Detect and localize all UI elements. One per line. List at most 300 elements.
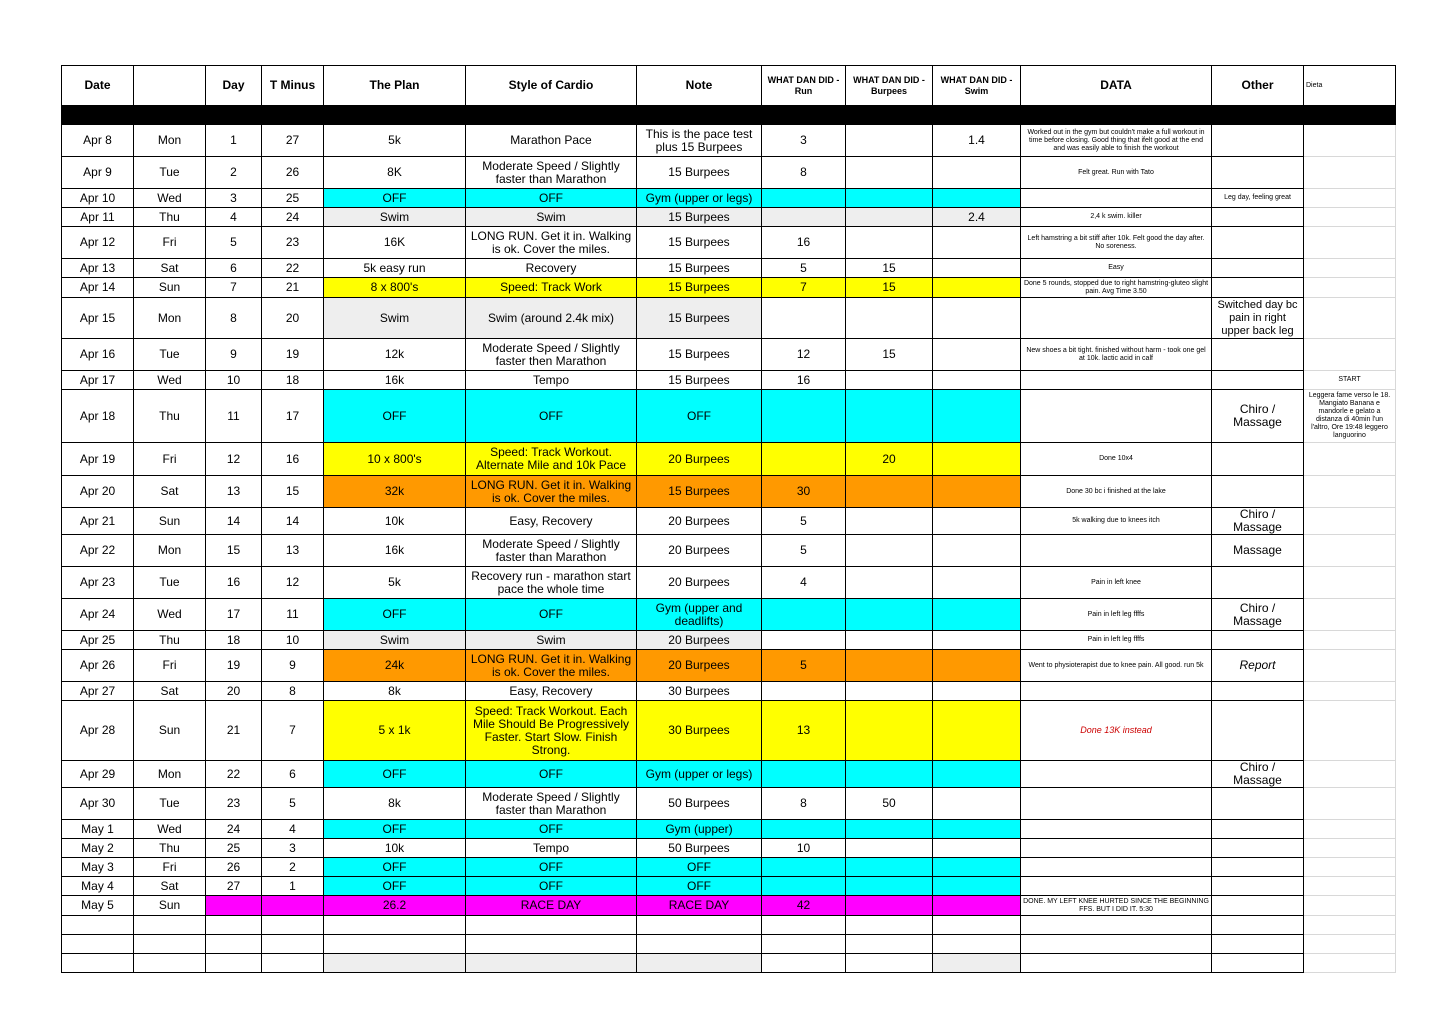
- cell-style[interactable]: OFF: [466, 599, 637, 631]
- cell-other[interactable]: Switched day bc pain in right upper back leg: [1212, 298, 1304, 339]
- cell-style[interactable]: LONG RUN. Get it in. Walking is ok. Cover the miles.: [466, 476, 637, 508]
- cell-swim[interactable]: [933, 339, 1021, 371]
- empty-cell[interactable]: [466, 916, 637, 935]
- cell-note[interactable]: 20 Burpees: [637, 567, 762, 599]
- cell-data[interactable]: Easy: [1021, 259, 1212, 278]
- cell-day[interactable]: 17: [206, 599, 262, 631]
- cell-run[interactable]: 5: [762, 508, 846, 535]
- cell-burpees[interactable]: [846, 298, 933, 339]
- cell-other[interactable]: [1212, 339, 1304, 371]
- header-note[interactable]: Note: [637, 66, 762, 106]
- cell-data[interactable]: 2,4 k swim. killer: [1021, 208, 1212, 227]
- cell-day[interactable]: 26: [206, 858, 262, 877]
- cell-burpees[interactable]: [846, 858, 933, 877]
- cell-swim[interactable]: [933, 443, 1021, 476]
- empty-cell[interactable]: [206, 916, 262, 935]
- cell-style[interactable]: Tempo: [466, 839, 637, 858]
- cell-note[interactable]: 20 Burpees: [637, 650, 762, 682]
- cell-day[interactable]: 1: [206, 125, 262, 157]
- cell-tminus[interactable]: 18: [262, 371, 324, 390]
- cell-data[interactable]: [1021, 839, 1212, 858]
- cell-style[interactable]: OFF: [466, 189, 637, 208]
- cell-date[interactable]: Apr 27: [62, 682, 134, 701]
- cell-style[interactable]: Recovery run - marathon start pace the whole time: [466, 567, 637, 599]
- cell-plan[interactable]: 5 x 1k: [324, 701, 466, 761]
- cell-extra[interactable]: Leggera fame verso le 18. Mangiato Banana e mandorle e gelato a distanza di 40min l'un l'altro, Ore 19:48 leggero languorino: [1304, 390, 1396, 443]
- cell-day[interactable]: 18: [206, 631, 262, 650]
- cell-tminus[interactable]: 24: [262, 208, 324, 227]
- cell-dow[interactable]: Tue: [134, 567, 206, 599]
- empty-cell[interactable]: [762, 935, 846, 954]
- cell-extra[interactable]: [1304, 259, 1396, 278]
- cell-style[interactable]: LONG RUN. Get it in. Walking is ok. Cover the miles.: [466, 227, 637, 259]
- cell-style[interactable]: Speed: Track Work: [466, 278, 637, 298]
- header-date[interactable]: Date: [62, 66, 134, 106]
- cell-dow[interactable]: Mon: [134, 298, 206, 339]
- cell-run[interactable]: 5: [762, 259, 846, 278]
- cell-other[interactable]: [1212, 443, 1304, 476]
- cell-tminus[interactable]: 8: [262, 682, 324, 701]
- cell-date[interactable]: Apr 29: [62, 761, 134, 788]
- cell-dow[interactable]: Thu: [134, 839, 206, 858]
- cell-note[interactable]: 15 Burpees: [637, 476, 762, 508]
- cell-dow[interactable]: Wed: [134, 599, 206, 631]
- cell-dow[interactable]: Sun: [134, 278, 206, 298]
- cell-swim[interactable]: [933, 390, 1021, 443]
- cell-burpees[interactable]: [846, 371, 933, 390]
- cell-extra[interactable]: START: [1304, 371, 1396, 390]
- cell-day[interactable]: 9: [206, 339, 262, 371]
- cell-dow[interactable]: Sat: [134, 682, 206, 701]
- cell-run[interactable]: 13: [762, 701, 846, 761]
- cell-style[interactable]: OFF: [466, 761, 637, 788]
- cell-plan[interactable]: OFF: [324, 761, 466, 788]
- cell-data[interactable]: [1021, 390, 1212, 443]
- cell-extra[interactable]: [1304, 476, 1396, 508]
- cell-swim[interactable]: [933, 650, 1021, 682]
- cell-swim[interactable]: [933, 682, 1021, 701]
- cell-extra[interactable]: [1304, 208, 1396, 227]
- cell-extra[interactable]: [1304, 157, 1396, 189]
- cell-note[interactable]: 15 Burpees: [637, 227, 762, 259]
- cell-burpees[interactable]: [846, 208, 933, 227]
- cell-burpees[interactable]: [846, 820, 933, 839]
- cell-burpees[interactable]: [846, 567, 933, 599]
- header-tminus[interactable]: T Minus: [262, 66, 324, 106]
- cell-dow[interactable]: Sat: [134, 877, 206, 896]
- empty-cell[interactable]: [637, 916, 762, 935]
- cell-swim[interactable]: [933, 567, 1021, 599]
- cell-run[interactable]: [762, 877, 846, 896]
- cell-note[interactable]: Gym (upper): [637, 820, 762, 839]
- cell-data[interactable]: 5k walking due to knees itch: [1021, 508, 1212, 535]
- cell-data[interactable]: Done 10x4: [1021, 443, 1212, 476]
- cell-date[interactable]: Apr 23: [62, 567, 134, 599]
- cell-data[interactable]: [1021, 682, 1212, 701]
- cell-burpees[interactable]: [846, 839, 933, 858]
- cell-burpees[interactable]: 20: [846, 443, 933, 476]
- cell-extra[interactable]: [1304, 535, 1396, 567]
- cell-note[interactable]: 15 Burpees: [637, 259, 762, 278]
- cell-plan[interactable]: 26.2: [324, 896, 466, 916]
- cell-burpees[interactable]: [846, 682, 933, 701]
- cell-other[interactable]: Report: [1212, 650, 1304, 682]
- cell-day[interactable]: 4: [206, 208, 262, 227]
- cell-note[interactable]: 15 Burpees: [637, 298, 762, 339]
- cell-note[interactable]: 15 Burpees: [637, 339, 762, 371]
- cell-swim[interactable]: [933, 508, 1021, 535]
- cell-swim[interactable]: [933, 599, 1021, 631]
- cell-extra[interactable]: [1304, 701, 1396, 761]
- cell-burpees[interactable]: 15: [846, 339, 933, 371]
- cell-tminus[interactable]: 20: [262, 298, 324, 339]
- cell-note[interactable]: 20 Burpees: [637, 443, 762, 476]
- cell-dow[interactable]: Tue: [134, 339, 206, 371]
- cell-dow[interactable]: Wed: [134, 371, 206, 390]
- cell-plan[interactable]: Swim: [324, 298, 466, 339]
- cell-day[interactable]: 2: [206, 157, 262, 189]
- cell-day[interactable]: 8: [206, 298, 262, 339]
- cell-run[interactable]: [762, 761, 846, 788]
- cell-swim[interactable]: [933, 476, 1021, 508]
- cell-burpees[interactable]: [846, 508, 933, 535]
- empty-cell[interactable]: [1021, 954, 1212, 973]
- header-run[interactable]: WHAT DAN DID - Run: [762, 66, 846, 106]
- cell-tminus[interactable]: 5: [262, 788, 324, 820]
- cell-extra[interactable]: [1304, 567, 1396, 599]
- empty-cell[interactable]: [846, 916, 933, 935]
- empty-cell[interactable]: [846, 935, 933, 954]
- cell-swim[interactable]: [933, 701, 1021, 761]
- cell-plan[interactable]: 10 x 800's: [324, 443, 466, 476]
- cell-burpees[interactable]: [846, 189, 933, 208]
- cell-day[interactable]: 19: [206, 650, 262, 682]
- cell-style[interactable]: Speed: Track Workout. Each Mile Should Be Progressively Faster. Start Slow. Finish Strong.: [466, 701, 637, 761]
- cell-tminus[interactable]: 2: [262, 858, 324, 877]
- cell-dow[interactable]: Wed: [134, 820, 206, 839]
- cell-day[interactable]: 16: [206, 567, 262, 599]
- cell-plan[interactable]: 8k: [324, 788, 466, 820]
- cell-plan[interactable]: Swim: [324, 631, 466, 650]
- empty-cell[interactable]: [637, 954, 762, 973]
- cell-burpees[interactable]: 15: [846, 278, 933, 298]
- cell-style[interactable]: OFF: [466, 820, 637, 839]
- cell-day[interactable]: 23: [206, 788, 262, 820]
- cell-burpees[interactable]: [846, 650, 933, 682]
- cell-other[interactable]: [1212, 858, 1304, 877]
- cell-extra[interactable]: [1304, 877, 1396, 896]
- cell-plan[interactable]: 8 x 800's: [324, 278, 466, 298]
- cell-date[interactable]: Apr 21: [62, 508, 134, 535]
- cell-burpees[interactable]: [846, 227, 933, 259]
- cell-date[interactable]: Apr 8: [62, 125, 134, 157]
- cell-dow[interactable]: Thu: [134, 208, 206, 227]
- cell-note[interactable]: Gym (upper or legs): [637, 761, 762, 788]
- cell-data[interactable]: Done 5 rounds, stopped due to right hamstring-gluteo slight pain. Avg Time 3.50: [1021, 278, 1212, 298]
- cell-date[interactable]: Apr 24: [62, 599, 134, 631]
- header-style[interactable]: Style of Cardio: [466, 66, 637, 106]
- header-plan[interactable]: The Plan: [324, 66, 466, 106]
- cell-other[interactable]: Chiro / Massage: [1212, 761, 1304, 788]
- cell-burpees[interactable]: [846, 877, 933, 896]
- cell-data[interactable]: [1021, 371, 1212, 390]
- cell-swim[interactable]: 1.4: [933, 125, 1021, 157]
- header-blank[interactable]: [134, 66, 206, 106]
- cell-day[interactable]: 13: [206, 476, 262, 508]
- cell-plan[interactable]: 16k: [324, 535, 466, 567]
- cell-date[interactable]: Apr 19: [62, 443, 134, 476]
- cell-data[interactable]: Pain in left knee: [1021, 567, 1212, 599]
- cell-extra[interactable]: [1304, 761, 1396, 788]
- cell-run[interactable]: 5: [762, 650, 846, 682]
- cell-style[interactable]: Marathon Pace: [466, 125, 637, 157]
- cell-run[interactable]: [762, 443, 846, 476]
- cell-style[interactable]: Easy, Recovery: [466, 682, 637, 701]
- cell-date[interactable]: Apr 14: [62, 278, 134, 298]
- header-data[interactable]: DATA: [1021, 66, 1212, 106]
- cell-plan[interactable]: OFF: [324, 390, 466, 443]
- empty-cell[interactable]: [1304, 935, 1396, 954]
- cell-run[interactable]: 12: [762, 339, 846, 371]
- cell-note[interactable]: OFF: [637, 877, 762, 896]
- cell-run[interactable]: [762, 390, 846, 443]
- cell-day[interactable]: 14: [206, 508, 262, 535]
- cell-note[interactable]: 50 Burpees: [637, 839, 762, 858]
- cell-date[interactable]: Apr 22: [62, 535, 134, 567]
- cell-plan[interactable]: 24k: [324, 650, 466, 682]
- cell-swim[interactable]: [933, 535, 1021, 567]
- empty-cell[interactable]: [1212, 935, 1304, 954]
- empty-cell[interactable]: [262, 916, 324, 935]
- cell-extra[interactable]: [1304, 298, 1396, 339]
- cell-note[interactable]: 50 Burpees: [637, 788, 762, 820]
- cell-plan[interactable]: 16k: [324, 371, 466, 390]
- cell-data[interactable]: Worked out in the gym but couldn't make a full workout in time before closing. Good thing that ifelt good at the end and was easily able to finish the workout: [1021, 125, 1212, 157]
- cell-day[interactable]: 20: [206, 682, 262, 701]
- empty-cell[interactable]: [1021, 916, 1212, 935]
- cell-other[interactable]: [1212, 820, 1304, 839]
- cell-data[interactable]: [1021, 820, 1212, 839]
- cell-swim[interactable]: [933, 259, 1021, 278]
- cell-swim[interactable]: [933, 371, 1021, 390]
- cell-plan[interactable]: 5k: [324, 125, 466, 157]
- cell-day[interactable]: 3: [206, 189, 262, 208]
- cell-other[interactable]: [1212, 259, 1304, 278]
- cell-run[interactable]: 8: [762, 788, 846, 820]
- cell-other[interactable]: [1212, 788, 1304, 820]
- cell-plan[interactable]: Swim: [324, 208, 466, 227]
- empty-cell[interactable]: [933, 935, 1021, 954]
- empty-cell[interactable]: [324, 935, 466, 954]
- cell-burpees[interactable]: [846, 599, 933, 631]
- cell-extra[interactable]: [1304, 227, 1396, 259]
- cell-style[interactable]: Swim (around 2.4k mix): [466, 298, 637, 339]
- empty-cell[interactable]: [324, 954, 466, 973]
- cell-other[interactable]: [1212, 682, 1304, 701]
- cell-date[interactable]: Apr 17: [62, 371, 134, 390]
- cell-day[interactable]: 12: [206, 443, 262, 476]
- cell-dow[interactable]: Tue: [134, 788, 206, 820]
- cell-swim[interactable]: [933, 227, 1021, 259]
- cell-tminus[interactable]: 13: [262, 535, 324, 567]
- cell-burpees[interactable]: 15: [846, 259, 933, 278]
- cell-other[interactable]: [1212, 631, 1304, 650]
- cell-date[interactable]: Apr 12: [62, 227, 134, 259]
- cell-data[interactable]: [1021, 761, 1212, 788]
- cell-extra[interactable]: [1304, 820, 1396, 839]
- cell-tminus[interactable]: 6: [262, 761, 324, 788]
- cell-day[interactable]: 11: [206, 390, 262, 443]
- cell-other[interactable]: [1212, 896, 1304, 916]
- cell-run[interactable]: 10: [762, 839, 846, 858]
- cell-tminus[interactable]: 26: [262, 157, 324, 189]
- cell-extra[interactable]: [1304, 631, 1396, 650]
- cell-plan[interactable]: OFF: [324, 820, 466, 839]
- cell-data[interactable]: Left hamstring a bit stiff after 10k. Felt good the day after. No soreness.: [1021, 227, 1212, 259]
- empty-cell[interactable]: [206, 935, 262, 954]
- cell-dow[interactable]: Wed: [134, 189, 206, 208]
- cell-other[interactable]: [1212, 125, 1304, 157]
- header-swim[interactable]: WHAT DAN DID - Swim: [933, 66, 1021, 106]
- cell-plan[interactable]: 16K: [324, 227, 466, 259]
- cell-tminus[interactable]: 16: [262, 443, 324, 476]
- cell-extra[interactable]: [1304, 278, 1396, 298]
- cell-note[interactable]: 15 Burpees: [637, 278, 762, 298]
- cell-run[interactable]: [762, 189, 846, 208]
- cell-day[interactable]: 7: [206, 278, 262, 298]
- cell-date[interactable]: Apr 20: [62, 476, 134, 508]
- cell-day[interactable]: 21: [206, 701, 262, 761]
- cell-extra[interactable]: [1304, 682, 1396, 701]
- cell-run[interactable]: 42: [762, 896, 846, 916]
- cell-tminus[interactable]: 27: [262, 125, 324, 157]
- cell-style[interactable]: Moderate Speed / Slightly faster than Marathon: [466, 788, 637, 820]
- cell-other[interactable]: Massage: [1212, 535, 1304, 567]
- cell-dow[interactable]: Thu: [134, 631, 206, 650]
- cell-tminus[interactable]: 1: [262, 877, 324, 896]
- cell-swim[interactable]: [933, 189, 1021, 208]
- cell-other[interactable]: [1212, 567, 1304, 599]
- cell-dow[interactable]: Fri: [134, 858, 206, 877]
- empty-cell[interactable]: [762, 954, 846, 973]
- cell-style[interactable]: Tempo: [466, 371, 637, 390]
- cell-run[interactable]: 5: [762, 535, 846, 567]
- cell-run[interactable]: [762, 599, 846, 631]
- cell-data[interactable]: Done 13K instead: [1021, 701, 1212, 761]
- cell-style[interactable]: Easy, Recovery: [466, 508, 637, 535]
- cell-other[interactable]: [1212, 278, 1304, 298]
- empty-cell[interactable]: [466, 935, 637, 954]
- cell-tminus[interactable]: 21: [262, 278, 324, 298]
- cell-plan[interactable]: 8K: [324, 157, 466, 189]
- cell-data[interactable]: Pain in left leg ffffs: [1021, 631, 1212, 650]
- cell-style[interactable]: OFF: [466, 858, 637, 877]
- cell-plan[interactable]: 8k: [324, 682, 466, 701]
- cell-tminus[interactable]: 14: [262, 508, 324, 535]
- cell-extra[interactable]: [1304, 508, 1396, 535]
- cell-tminus[interactable]: 23: [262, 227, 324, 259]
- cell-note[interactable]: This is the pace test plus 15 Burpees: [637, 125, 762, 157]
- cell-burpees[interactable]: [846, 157, 933, 189]
- empty-cell[interactable]: [62, 916, 134, 935]
- cell-style[interactable]: Moderate Speed / Slightly faster than Marathon: [466, 157, 637, 189]
- cell-note[interactable]: OFF: [637, 858, 762, 877]
- cell-data[interactable]: [1021, 298, 1212, 339]
- cell-plan[interactable]: 32k: [324, 476, 466, 508]
- cell-plan[interactable]: OFF: [324, 877, 466, 896]
- cell-dow[interactable]: Fri: [134, 227, 206, 259]
- cell-other[interactable]: Leg day, feeling great: [1212, 189, 1304, 208]
- cell-tminus[interactable]: 4: [262, 820, 324, 839]
- cell-note[interactable]: 30 Burpees: [637, 701, 762, 761]
- cell-swim[interactable]: [933, 896, 1021, 916]
- cell-note[interactable]: 15 Burpees: [637, 157, 762, 189]
- cell-data[interactable]: DONE. MY LEFT KNEE HURTED SINCE THE BEGINNING FFS. BUT I DID IT. 5:30: [1021, 896, 1212, 916]
- cell-dow[interactable]: Mon: [134, 761, 206, 788]
- cell-plan[interactable]: OFF: [324, 189, 466, 208]
- header-day[interactable]: Day: [206, 66, 262, 106]
- cell-tminus[interactable]: 25: [262, 189, 324, 208]
- cell-style[interactable]: Speed: Track Workout. Alternate Mile and 10k Pace: [466, 443, 637, 476]
- cell-dow[interactable]: Sat: [134, 259, 206, 278]
- cell-extra[interactable]: [1304, 443, 1396, 476]
- cell-data[interactable]: [1021, 189, 1212, 208]
- cell-swim[interactable]: [933, 788, 1021, 820]
- cell-style[interactable]: Recovery: [466, 259, 637, 278]
- cell-data[interactable]: [1021, 858, 1212, 877]
- cell-style[interactable]: Moderate Speed / Slightly faster then Marathon: [466, 339, 637, 371]
- cell-extra[interactable]: [1304, 650, 1396, 682]
- cell-note[interactable]: RACE DAY: [637, 896, 762, 916]
- cell-swim[interactable]: [933, 278, 1021, 298]
- cell-day[interactable]: 24: [206, 820, 262, 839]
- header-burpees[interactable]: WHAT DAN DID - Burpees: [846, 66, 933, 106]
- empty-cell[interactable]: [1304, 954, 1396, 973]
- cell-run[interactable]: 30: [762, 476, 846, 508]
- cell-dow[interactable]: Sun: [134, 508, 206, 535]
- cell-dow[interactable]: Sat: [134, 476, 206, 508]
- empty-cell[interactable]: [762, 916, 846, 935]
- cell-date[interactable]: Apr 25: [62, 631, 134, 650]
- cell-other[interactable]: Chiro / Massage: [1212, 508, 1304, 535]
- cell-dow[interactable]: Sun: [134, 896, 206, 916]
- cell-swim[interactable]: [933, 877, 1021, 896]
- cell-dow[interactable]: Fri: [134, 650, 206, 682]
- cell-extra[interactable]: [1304, 189, 1396, 208]
- header-dieta[interactable]: Dieta: [1304, 66, 1396, 106]
- cell-extra[interactable]: [1304, 788, 1396, 820]
- header-other[interactable]: Other: [1212, 66, 1304, 106]
- cell-burpees[interactable]: [846, 125, 933, 157]
- cell-date[interactable]: Apr 30: [62, 788, 134, 820]
- empty-cell[interactable]: [637, 935, 762, 954]
- cell-extra[interactable]: [1304, 125, 1396, 157]
- cell-date[interactable]: May 1: [62, 820, 134, 839]
- cell-swim[interactable]: [933, 157, 1021, 189]
- cell-style[interactable]: OFF: [466, 390, 637, 443]
- cell-plan[interactable]: 12k: [324, 339, 466, 371]
- cell-plan[interactable]: 5k: [324, 567, 466, 599]
- cell-date[interactable]: Apr 10: [62, 189, 134, 208]
- cell-dow[interactable]: Tue: [134, 157, 206, 189]
- empty-cell[interactable]: [933, 916, 1021, 935]
- cell-day[interactable]: [206, 896, 262, 916]
- cell-tminus[interactable]: 12: [262, 567, 324, 599]
- cell-tminus[interactable]: 11: [262, 599, 324, 631]
- cell-other[interactable]: [1212, 208, 1304, 227]
- cell-other[interactable]: [1212, 877, 1304, 896]
- cell-swim[interactable]: [933, 839, 1021, 858]
